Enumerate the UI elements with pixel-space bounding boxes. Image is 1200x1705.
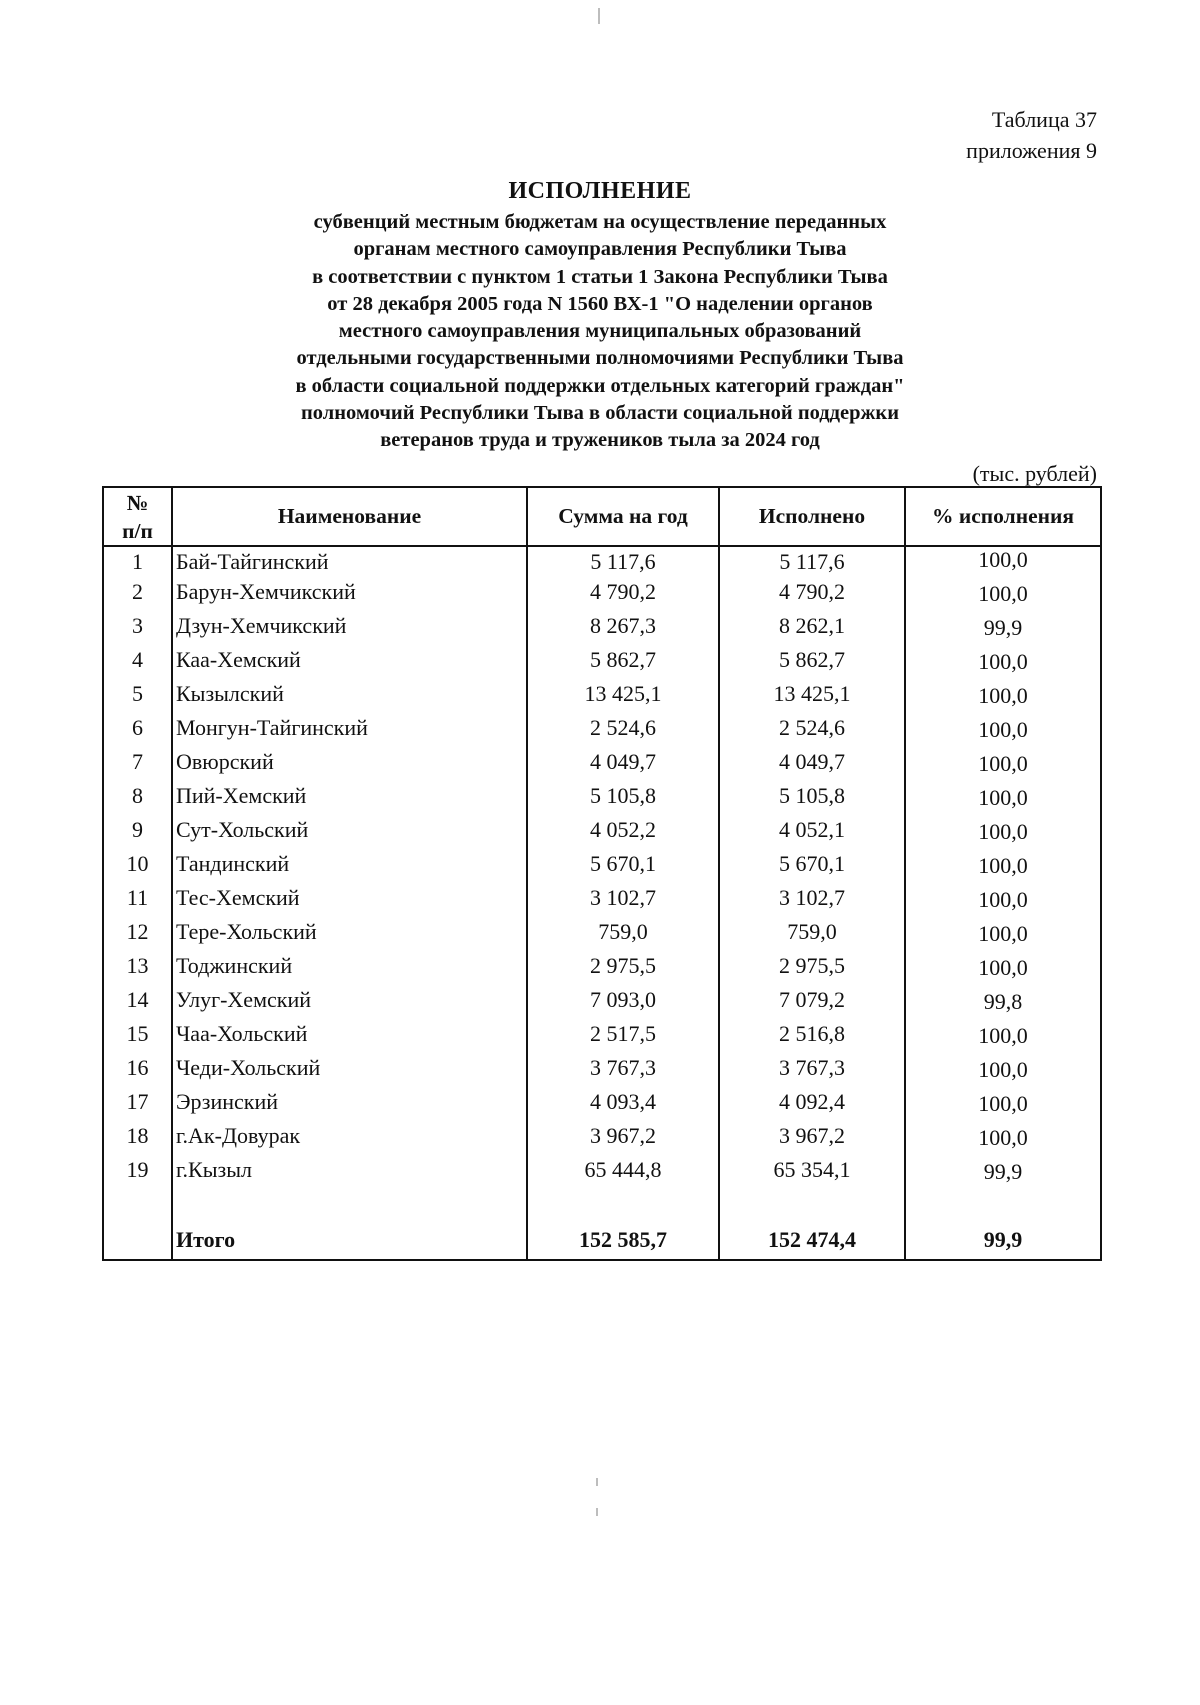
table-row — [103, 1053, 1101, 1087]
subtitle-line: ветеранов труда и тружеников тыла за 2024 год — [380, 429, 820, 452]
row-number: 16 — [103, 1053, 172, 1087]
row-sum: 3 102,7 — [527, 883, 719, 917]
row-name: Эрзинский — [172, 1087, 527, 1121]
unit-label: (тыс. рублей) — [972, 461, 1097, 486]
table-row — [103, 679, 1101, 713]
total-label: Итого — [172, 1221, 527, 1260]
row-percent: 100,0 — [905, 815, 1101, 849]
table-reference — [966, 104, 1097, 166]
table-body — [103, 546, 1101, 1260]
execution-table — [102, 486, 1102, 1261]
row-percent: 100,0 — [905, 781, 1101, 815]
row-sum: 3 967,2 — [527, 1121, 719, 1155]
row-percent: 100,0 — [905, 1121, 1101, 1155]
row-percent: 100,0 — [905, 1053, 1101, 1087]
row-number: 18 — [103, 1121, 172, 1155]
row-sum: 5 105,8 — [527, 781, 719, 815]
row-done: 4 092,4 — [719, 1087, 905, 1121]
table-header — [103, 487, 1101, 546]
row-done: 759,0 — [719, 917, 905, 951]
row-percent: 99,8 — [905, 985, 1101, 1019]
subtitle-line: полномочий Республики Тыва в области социальной поддержки — [300, 402, 900, 425]
spacer-cell — [527, 1189, 719, 1221]
header-number-sign: № — [126, 490, 149, 515]
row-percent: 100,0 — [905, 645, 1101, 679]
table-row — [103, 713, 1101, 747]
row-number: 7 — [103, 747, 172, 781]
row-name: Сут-Хольский — [172, 815, 527, 849]
row-sum: 759,0 — [527, 917, 719, 951]
row-sum: 2 975,5 — [527, 951, 719, 985]
row-name: Тоджинский — [172, 951, 527, 985]
row-name: Барун-Хемчикский — [172, 577, 527, 611]
spacer-cell — [905, 1189, 1101, 1221]
table-row — [103, 1087, 1101, 1121]
spacer-row — [103, 1189, 1101, 1221]
row-number: 4 — [103, 645, 172, 679]
row-percent: 100,0 — [905, 849, 1101, 883]
table-row — [103, 747, 1101, 781]
row-number: 9 — [103, 815, 172, 849]
row-name: Пий-Хемский — [172, 781, 527, 815]
row-done: 4 052,1 — [719, 815, 905, 849]
row-done: 8 262,1 — [719, 611, 905, 645]
row-sum: 5 862,7 — [527, 645, 719, 679]
row-sum: 13 425,1 — [527, 679, 719, 713]
row-number: 3 — [103, 611, 172, 645]
row-name: Улуг-Хемский — [172, 985, 527, 1019]
document-subtitle — [0, 209, 1200, 455]
row-number: 10 — [103, 849, 172, 883]
subtitle-line: местного самоуправления муниципальных образований — [338, 320, 862, 343]
table-row — [103, 951, 1101, 985]
row-number: 12 — [103, 917, 172, 951]
header-number — [103, 487, 172, 546]
table-row — [103, 883, 1101, 917]
row-percent: 100,0 — [905, 577, 1101, 611]
subtitle-line: в соответствии с пунктом 1 статьи 1 Закона Республики Тыва — [312, 265, 888, 288]
row-done: 2 524,6 — [719, 713, 905, 747]
row-done: 4 049,7 — [719, 747, 905, 781]
row-number: 17 — [103, 1087, 172, 1121]
header-done: Исполнено — [719, 487, 905, 546]
row-done: 13 425,1 — [719, 679, 905, 713]
row-number: 6 — [103, 713, 172, 747]
row-sum: 3 767,3 — [527, 1053, 719, 1087]
row-name: Каа-Хемский — [172, 645, 527, 679]
table-row — [103, 1155, 1101, 1189]
subtitle-line: отдельными государственными полномочиями Республики Тыва — [296, 347, 904, 370]
spacer-cell — [172, 1189, 527, 1221]
table-row — [103, 546, 1101, 577]
row-done: 5 670,1 — [719, 849, 905, 883]
row-number: 11 — [103, 883, 172, 917]
table-row — [103, 917, 1101, 951]
header-percent: % исполнения — [905, 487, 1101, 546]
table-row — [103, 849, 1101, 883]
row-name: г.Ак-Довурак — [172, 1121, 527, 1155]
table-row — [103, 1121, 1101, 1155]
row-name: Овюрский — [172, 747, 527, 781]
row-name: Тере-Хольский — [172, 917, 527, 951]
scan-mark — [596, 1508, 598, 1516]
row-number: 15 — [103, 1019, 172, 1053]
row-percent: 100,0 — [905, 917, 1101, 951]
row-done: 5 117,6 — [719, 546, 905, 577]
row-name: Тес-Хемский — [172, 883, 527, 917]
spacer-cell — [103, 1189, 172, 1221]
row-sum: 4 790,2 — [527, 577, 719, 611]
table-row — [103, 577, 1101, 611]
row-done: 5 862,7 — [719, 645, 905, 679]
row-sum: 5 117,6 — [527, 546, 719, 577]
row-sum: 5 670,1 — [527, 849, 719, 883]
row-percent: 100,0 — [905, 679, 1101, 713]
document-title: ИСПОЛНЕНИЕ — [508, 178, 692, 204]
row-sum: 65 444,8 — [527, 1155, 719, 1189]
row-percent: 99,9 — [905, 611, 1101, 645]
row-number: 8 — [103, 781, 172, 815]
spacer-cell — [719, 1189, 905, 1221]
table-row — [103, 645, 1101, 679]
row-done: 4 790,2 — [719, 577, 905, 611]
row-done: 5 105,8 — [719, 781, 905, 815]
row-percent: 100,0 — [905, 546, 1101, 577]
header-row — [103, 487, 1101, 546]
row-done: 3 967,2 — [719, 1121, 905, 1155]
appendix-number: приложения 9 — [966, 138, 1097, 163]
row-sum: 7 093,0 — [527, 985, 719, 1019]
row-sum: 4 049,7 — [527, 747, 719, 781]
row-number: 1 — [103, 546, 172, 577]
table-number: Таблица 37 — [991, 107, 1097, 132]
row-done: 2 975,5 — [719, 951, 905, 985]
row-name: Чеди-Хольский — [172, 1053, 527, 1087]
total-number-cell — [103, 1221, 172, 1260]
row-percent: 100,0 — [905, 1019, 1101, 1053]
row-sum: 2 524,6 — [527, 713, 719, 747]
row-percent: 99,9 — [905, 1155, 1101, 1189]
scan-mark — [596, 1478, 598, 1486]
row-percent: 100,0 — [905, 747, 1101, 781]
row-percent: 100,0 — [905, 1087, 1101, 1121]
row-number: 2 — [103, 577, 172, 611]
subtitle-line: органам местного самоуправления Республики Тыва — [353, 238, 847, 261]
row-percent: 100,0 — [905, 713, 1101, 747]
subtitle-line: в области социальной поддержки отдельных категорий граждан" — [295, 374, 905, 397]
header-number-abbr: п/п — [122, 518, 153, 543]
row-sum: 2 517,5 — [527, 1019, 719, 1053]
row-name: Тандинский — [172, 849, 527, 883]
row-done: 65 354,1 — [719, 1155, 905, 1189]
table-row — [103, 1019, 1101, 1053]
scan-mark — [598, 8, 600, 24]
subtitle-line: субвенций местным бюджетам на осуществление переданных — [313, 211, 887, 233]
header-sum: Сумма на год — [527, 487, 719, 546]
row-percent: 100,0 — [905, 883, 1101, 917]
row-number: 14 — [103, 985, 172, 1019]
row-done: 3 767,3 — [719, 1053, 905, 1087]
row-done: 2 516,8 — [719, 1019, 905, 1053]
table-row — [103, 781, 1101, 815]
total-sum: 152 585,7 — [527, 1221, 719, 1260]
table-row — [103, 815, 1101, 849]
row-done: 3 102,7 — [719, 883, 905, 917]
row-name: Монгун-Тайгинский — [172, 713, 527, 747]
row-name: Дзун-Хемчикский — [172, 611, 527, 645]
row-percent: 100,0 — [905, 951, 1101, 985]
subtitle-line: от 28 декабря 2005 года N 1560 ВХ-1 "О наделении органов — [327, 292, 873, 315]
row-name: Кызылский — [172, 679, 527, 713]
document-heading — [0, 175, 1200, 455]
row-name: Чаа-Хольский — [172, 1019, 527, 1053]
row-name: Бай-Тайгинский — [172, 546, 527, 577]
row-number: 13 — [103, 951, 172, 985]
row-number: 5 — [103, 679, 172, 713]
table-row — [103, 985, 1101, 1019]
total-percent: 99,9 — [905, 1221, 1101, 1260]
row-sum: 4 052,2 — [527, 815, 719, 849]
row-done: 7 079,2 — [719, 985, 905, 1019]
total-done: 152 474,4 — [719, 1221, 905, 1260]
row-name: г.Кызыл — [172, 1155, 527, 1189]
table-row — [103, 611, 1101, 645]
total-row — [103, 1221, 1101, 1260]
row-number: 19 — [103, 1155, 172, 1189]
header-name: Наименование — [172, 487, 527, 546]
row-sum: 8 267,3 — [527, 611, 719, 645]
row-sum: 4 093,4 — [527, 1087, 719, 1121]
